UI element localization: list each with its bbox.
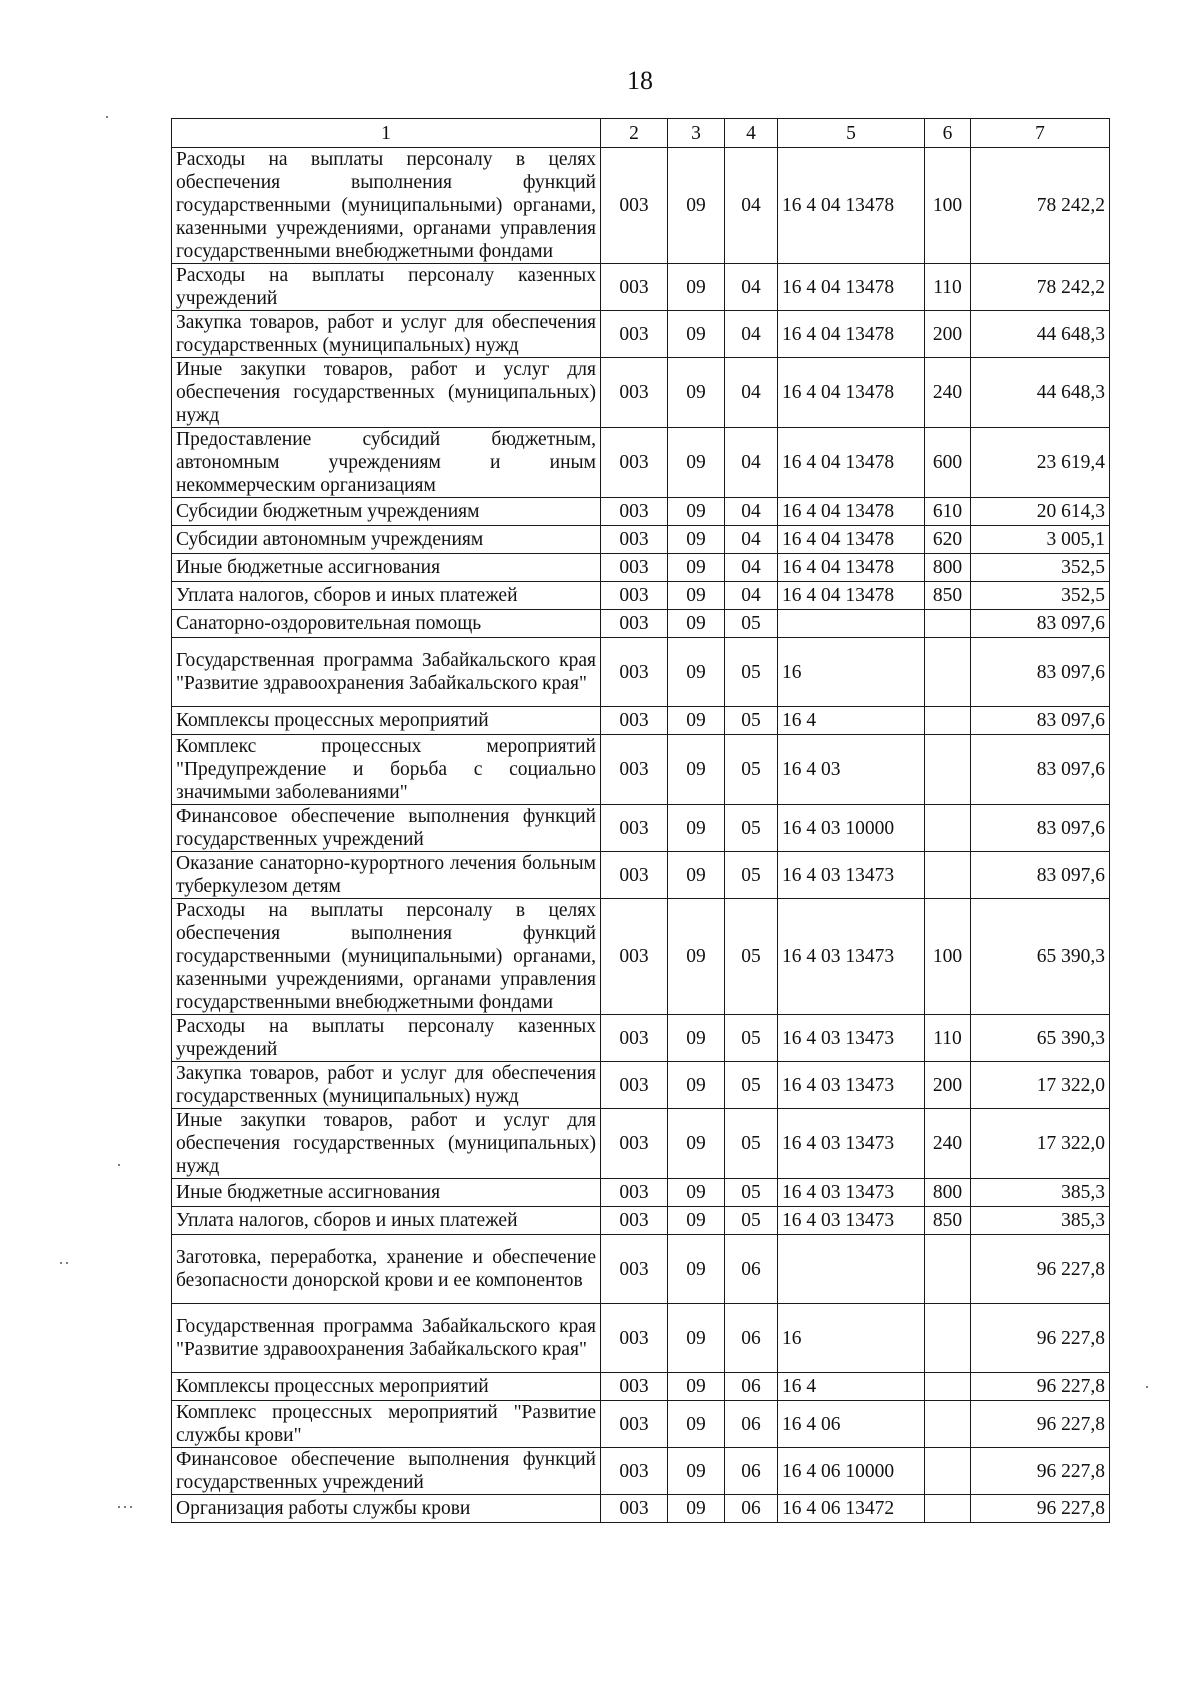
cell-kvsr: 003 (601, 498, 668, 526)
cell-amount: 83 097,6 (971, 852, 1110, 899)
cell-amount: 65 390,3 (971, 1015, 1110, 1062)
table-row (172, 1401, 1110, 1448)
cell-kvsr: 003 (601, 1495, 668, 1523)
cell-name: Субсидии автономным учреждениям (172, 526, 601, 554)
cell-section: 09 (668, 311, 725, 358)
cell-target-article: 16 4 06 (778, 1401, 925, 1448)
table-row (172, 735, 1110, 805)
scan-speck (1146, 1386, 1148, 1388)
cell-target-article: 16 4 04 13478 (778, 582, 925, 610)
cell-kvsr: 003 (601, 1448, 668, 1495)
cell-target-article: 16 4 04 13478 (778, 264, 925, 311)
column-header-3: 3 (668, 119, 725, 148)
table-row (172, 1448, 1110, 1495)
cell-kvsr: 003 (601, 554, 668, 582)
cell-subsection: 05 (725, 610, 778, 638)
cell-section: 09 (668, 1373, 725, 1401)
cell-expense-type (925, 1448, 971, 1495)
cell-target-article: 16 4 04 13478 (778, 311, 925, 358)
cell-subsection: 04 (725, 526, 778, 554)
cell-amount: 385,3 (971, 1179, 1110, 1207)
cell-name: Оказание санаторно-курортного лечения больным туберкулезом детям (172, 852, 601, 899)
cell-name: Государственная программа Забайкальского края "Развитие здравоохранения Забайкальского края" (172, 1304, 601, 1373)
cell-name: Расходы на выплаты персоналу в целях обеспечения выполнения функций государственными (муниципальными) органами, казенными учреждениями, органами управления государственными внебюджетными фондами (172, 899, 601, 1015)
cell-amount: 65 390,3 (971, 899, 1110, 1015)
table-row (172, 805, 1110, 852)
cell-kvsr: 003 (601, 852, 668, 899)
cell-section: 09 (668, 1207, 725, 1235)
cell-target-article: 16 4 (778, 707, 925, 735)
cell-target-article: 16 4 (778, 1373, 925, 1401)
cell-target-article (778, 610, 925, 638)
scan-speck (66, 1262, 68, 1264)
cell-amount: 352,5 (971, 582, 1110, 610)
cell-amount: 23 619,4 (971, 428, 1110, 498)
cell-expense-type (925, 1373, 971, 1401)
cell-kvsr: 003 (601, 1401, 668, 1448)
cell-kvsr: 003 (601, 1015, 668, 1062)
table-row (172, 707, 1110, 735)
cell-expense-type (925, 1401, 971, 1448)
cell-expense-type: 200 (925, 311, 971, 358)
table-row (172, 1109, 1110, 1179)
cell-amount: 96 227,8 (971, 1495, 1110, 1523)
cell-subsection: 06 (725, 1401, 778, 1448)
cell-kvsr: 003 (601, 707, 668, 735)
cell-name: Субсидии бюджетным учреждениям (172, 498, 601, 526)
cell-expense-type: 240 (925, 1109, 971, 1179)
cell-subsection: 04 (725, 264, 778, 311)
table-row (172, 1304, 1110, 1373)
cell-section: 09 (668, 1015, 725, 1062)
cell-subsection: 06 (725, 1235, 778, 1304)
cell-subsection: 04 (725, 148, 778, 264)
table-row (172, 1373, 1110, 1401)
cell-subsection: 05 (725, 735, 778, 805)
cell-kvsr: 003 (601, 526, 668, 554)
cell-section: 09 (668, 264, 725, 311)
cell-section: 09 (668, 498, 725, 526)
cell-expense-type: 800 (925, 1179, 971, 1207)
cell-kvsr: 003 (601, 638, 668, 707)
cell-expense-type (925, 707, 971, 735)
cell-expense-type (925, 1495, 971, 1523)
cell-amount: 83 097,6 (971, 805, 1110, 852)
column-header-7: 7 (971, 119, 1110, 148)
cell-target-article: 16 4 03 13473 (778, 1062, 925, 1109)
cell-name: Закупка товаров, работ и услуг для обеспечения государственных (муниципальных) нужд (172, 1062, 601, 1109)
cell-subsection: 06 (725, 1304, 778, 1373)
cell-target-article: 16 4 03 13473 (778, 1179, 925, 1207)
cell-amount: 96 227,8 (971, 1448, 1110, 1495)
scan-speck (130, 1506, 132, 1508)
cell-target-article: 16 4 04 13478 (778, 554, 925, 582)
cell-subsection: 04 (725, 498, 778, 526)
cell-name: Организация работы службы крови (172, 1495, 601, 1523)
cell-section: 09 (668, 582, 725, 610)
cell-kvsr: 003 (601, 1373, 668, 1401)
cell-amount: 83 097,6 (971, 638, 1110, 707)
cell-amount: 83 097,6 (971, 735, 1110, 805)
cell-kvsr: 003 (601, 1109, 668, 1179)
budget-table (171, 118, 1110, 1523)
cell-section: 09 (668, 638, 725, 707)
cell-name: Финансовое обеспечение выполнения функций государственных учреждений (172, 1448, 601, 1495)
table-row (172, 638, 1110, 707)
cell-target-article: 16 4 03 (778, 735, 925, 805)
scan-speck (106, 116, 108, 118)
table-row (172, 498, 1110, 526)
cell-target-article: 16 4 04 13478 (778, 358, 925, 428)
cell-section: 09 (668, 1179, 725, 1207)
cell-amount: 17 322,0 (971, 1109, 1110, 1179)
cell-target-article (778, 1235, 925, 1304)
cell-expense-type: 100 (925, 148, 971, 264)
cell-subsection: 04 (725, 311, 778, 358)
table-row (172, 1179, 1110, 1207)
cell-subsection: 05 (725, 899, 778, 1015)
cell-section: 09 (668, 735, 725, 805)
cell-subsection: 05 (725, 707, 778, 735)
table-row (172, 428, 1110, 498)
cell-kvsr: 003 (601, 1207, 668, 1235)
cell-section: 09 (668, 1448, 725, 1495)
cell-target-article: 16 4 03 13473 (778, 1207, 925, 1235)
cell-target-article: 16 4 04 13478 (778, 526, 925, 554)
cell-subsection: 04 (725, 554, 778, 582)
cell-kvsr: 003 (601, 148, 668, 264)
cell-amount: 385,3 (971, 1207, 1110, 1235)
cell-section: 09 (668, 805, 725, 852)
cell-expense-type: 610 (925, 498, 971, 526)
scan-speck (60, 1262, 62, 1264)
cell-amount: 78 242,2 (971, 264, 1110, 311)
cell-amount: 96 227,8 (971, 1401, 1110, 1448)
cell-subsection: 05 (725, 1062, 778, 1109)
cell-subsection: 04 (725, 428, 778, 498)
cell-kvsr: 003 (601, 610, 668, 638)
cell-kvsr: 003 (601, 428, 668, 498)
cell-section: 09 (668, 899, 725, 1015)
cell-amount: 83 097,6 (971, 707, 1110, 735)
cell-target-article: 16 4 03 10000 (778, 805, 925, 852)
table-row (172, 358, 1110, 428)
cell-amount: 352,5 (971, 554, 1110, 582)
cell-section: 09 (668, 852, 725, 899)
cell-name: Расходы на выплаты персоналу казенных учреждений (172, 264, 601, 311)
cell-target-article: 16 (778, 1304, 925, 1373)
table-row (172, 582, 1110, 610)
cell-section: 09 (668, 358, 725, 428)
cell-subsection: 05 (725, 638, 778, 707)
cell-subsection: 05 (725, 1109, 778, 1179)
cell-section: 09 (668, 610, 725, 638)
table-row (172, 1235, 1110, 1304)
cell-target-article: 16 4 03 13473 (778, 1109, 925, 1179)
cell-subsection: 06 (725, 1495, 778, 1523)
cell-expense-type: 850 (925, 1207, 971, 1235)
cell-name: Комплексы процессных мероприятий (172, 1373, 601, 1401)
cell-name: Закупка товаров, работ и услуг для обеспечения государственных (муниципальных) нужд (172, 311, 601, 358)
table-row (172, 148, 1110, 264)
page-number: 18 (627, 66, 653, 95)
cell-section: 09 (668, 707, 725, 735)
table-row (172, 311, 1110, 358)
cell-subsection: 06 (725, 1448, 778, 1495)
cell-expense-type: 800 (925, 554, 971, 582)
cell-subsection: 05 (725, 852, 778, 899)
cell-name: Уплата налогов, сборов и иных платежей (172, 1207, 601, 1235)
table-row (172, 1495, 1110, 1523)
cell-name: Иные закупки товаров, работ и услуг для обеспечения государственных (муниципальных) нужд (172, 358, 601, 428)
cell-subsection: 04 (725, 582, 778, 610)
cell-subsection: 05 (725, 805, 778, 852)
cell-expense-type (925, 1304, 971, 1373)
cell-section: 09 (668, 1495, 725, 1523)
cell-amount: 3 005,1 (971, 526, 1110, 554)
table-row (172, 899, 1110, 1015)
cell-kvsr: 003 (601, 735, 668, 805)
cell-name: Комплексы процессных мероприятий (172, 707, 601, 735)
cell-expense-type: 600 (925, 428, 971, 498)
cell-target-article: 16 4 03 13473 (778, 899, 925, 1015)
table-body (172, 148, 1110, 1523)
cell-name: Иные бюджетные ассигнования (172, 1179, 601, 1207)
cell-amount: 83 097,6 (971, 610, 1110, 638)
cell-expense-type (925, 852, 971, 899)
cell-name: Государственная программа Забайкальского края "Развитие здравоохранения Забайкальского края" (172, 638, 601, 707)
cell-section: 09 (668, 526, 725, 554)
cell-name: Комплекс процессных мероприятий "Развитие службы крови" (172, 1401, 601, 1448)
cell-kvsr: 003 (601, 311, 668, 358)
cell-subsection: 05 (725, 1207, 778, 1235)
cell-target-article: 16 4 06 13472 (778, 1495, 925, 1523)
cell-target-article: 16 4 04 13478 (778, 148, 925, 264)
table-row (172, 1207, 1110, 1235)
cell-section: 09 (668, 1062, 725, 1109)
cell-expense-type (925, 735, 971, 805)
scan-speck (124, 1506, 126, 1508)
cell-section: 09 (668, 554, 725, 582)
cell-name: Уплата налогов, сборов и иных платежей (172, 582, 601, 610)
cell-kvsr: 003 (601, 1235, 668, 1304)
cell-amount: 96 227,8 (971, 1304, 1110, 1373)
table-row (172, 526, 1110, 554)
cell-section: 09 (668, 1401, 725, 1448)
table-row (172, 1015, 1110, 1062)
cell-section: 09 (668, 1109, 725, 1179)
cell-kvsr: 003 (601, 358, 668, 428)
cell-expense-type: 110 (925, 1015, 971, 1062)
table-row (172, 264, 1110, 311)
cell-amount: 96 227,8 (971, 1235, 1110, 1304)
cell-expense-type (925, 805, 971, 852)
cell-target-article: 16 4 04 13478 (778, 428, 925, 498)
cell-expense-type: 240 (925, 358, 971, 428)
cell-target-article: 16 4 06 10000 (778, 1448, 925, 1495)
cell-name: Санаторно-оздоровительная помощь (172, 610, 601, 638)
table-row (172, 852, 1110, 899)
table-row (172, 610, 1110, 638)
cell-subsection: 05 (725, 1179, 778, 1207)
cell-subsection: 04 (725, 358, 778, 428)
cell-section: 09 (668, 1304, 725, 1373)
cell-expense-type: 110 (925, 264, 971, 311)
cell-name: Расходы на выплаты персоналу казенных учреждений (172, 1015, 601, 1062)
cell-target-article: 16 4 03 13473 (778, 1015, 925, 1062)
cell-expense-type: 620 (925, 526, 971, 554)
cell-target-article: 16 4 04 13478 (778, 498, 925, 526)
cell-name: Финансовое обеспечение выполнения функций государственных учреждений (172, 805, 601, 852)
cell-name: Иные закупки товаров, работ и услуг для обеспечения государственных (муниципальных) нужд (172, 1109, 601, 1179)
cell-name: Расходы на выплаты персоналу в целях обеспечения выполнения функций государственными (муниципальными) органами, казенными учреждениями, органами управления государственными внебюджетными фондами (172, 148, 601, 264)
scan-speck (118, 1506, 120, 1508)
cell-expense-type: 200 (925, 1062, 971, 1109)
column-header-6: 6 (925, 119, 971, 148)
cell-expense-type: 100 (925, 899, 971, 1015)
cell-section: 09 (668, 148, 725, 264)
cell-amount: 17 322,0 (971, 1062, 1110, 1109)
cell-kvsr: 003 (601, 582, 668, 610)
cell-amount: 20 614,3 (971, 498, 1110, 526)
cell-section: 09 (668, 428, 725, 498)
cell-subsection: 06 (725, 1373, 778, 1401)
cell-target-article: 16 (778, 638, 925, 707)
cell-name: Предоставление субсидий бюджетным, автономным учреждениям и иным некоммерческим организациям (172, 428, 601, 498)
cell-name: Заготовка, переработка, хранение и обеспечение безопасности донорской крови и ее компонентов (172, 1235, 601, 1304)
cell-subsection: 05 (725, 1015, 778, 1062)
cell-amount: 96 227,8 (971, 1373, 1110, 1401)
table-row (172, 554, 1110, 582)
cell-kvsr: 003 (601, 1179, 668, 1207)
cell-kvsr: 003 (601, 805, 668, 852)
cell-amount: 44 648,3 (971, 358, 1110, 428)
table-row (172, 1062, 1110, 1109)
scan-speck (118, 1164, 120, 1166)
cell-kvsr: 003 (601, 899, 668, 1015)
cell-name: Комплекс процессных мероприятий "Предупреждение и борьба с социально значимыми заболеваниями" (172, 735, 601, 805)
cell-name: Иные бюджетные ассигнования (172, 554, 601, 582)
cell-kvsr: 003 (601, 1062, 668, 1109)
column-header-1: 1 (172, 119, 601, 148)
cell-kvsr: 003 (601, 264, 668, 311)
cell-amount: 78 242,2 (971, 148, 1110, 264)
table-header-row (172, 119, 1110, 148)
cell-expense-type: 850 (925, 582, 971, 610)
cell-amount: 44 648,3 (971, 311, 1110, 358)
cell-kvsr: 003 (601, 1304, 668, 1373)
column-header-4: 4 (725, 119, 778, 148)
column-header-5: 5 (778, 119, 925, 148)
cell-expense-type (925, 610, 971, 638)
cell-expense-type (925, 1235, 971, 1304)
cell-target-article: 16 4 03 13473 (778, 852, 925, 899)
column-header-2: 2 (601, 119, 668, 148)
cell-expense-type (925, 638, 971, 707)
cell-section: 09 (668, 1235, 725, 1304)
